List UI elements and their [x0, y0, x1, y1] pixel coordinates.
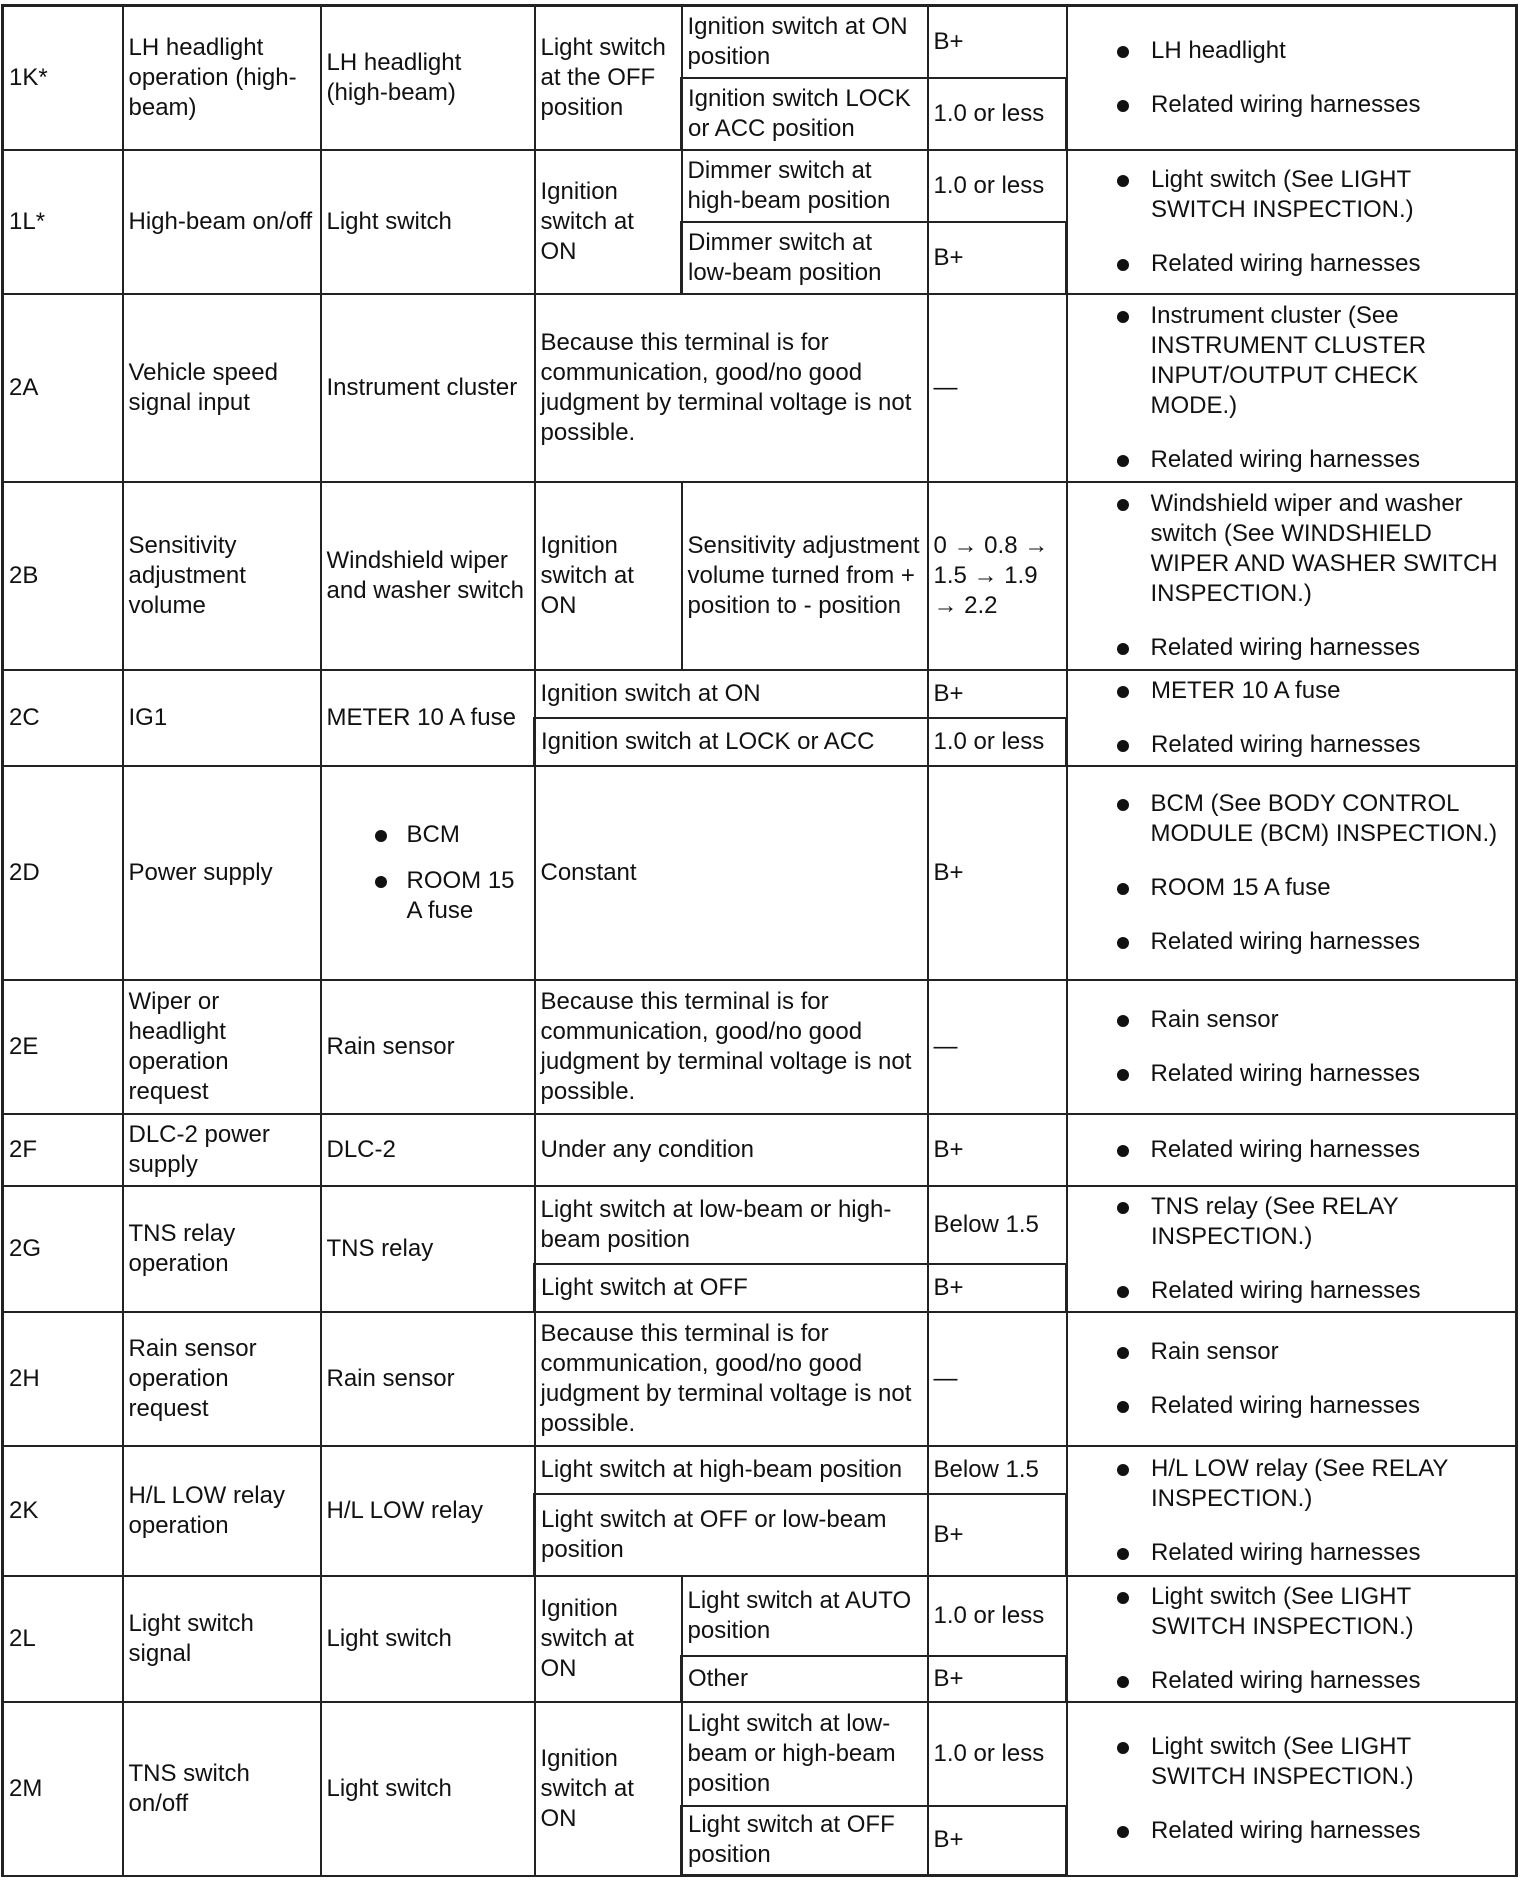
inspection-list — [1073, 1192, 1510, 1306]
connected-to-cell: H/L LOW relay — [321, 1446, 535, 1576]
connected-to-cell: Light switch — [321, 1702, 535, 1876]
connected-to-cell: Windshield wiper and washer switch — [321, 482, 535, 670]
signal-name-cell: Light switch signal — [123, 1576, 321, 1702]
inspection-cell — [1067, 980, 1517, 1114]
test-condition-cell: Ignition switch at ON — [535, 670, 928, 718]
inspection-item: Instrument cluster (See INSTRUMENT CLUSTER INPUT/OUTPUT CHECK MODE.) — [1073, 301, 1511, 421]
connected-to-cell: Rain sensor — [321, 980, 535, 1114]
signal-name-cell: LH headlight operation (high-beam) — [123, 6, 321, 150]
inspection-cell — [1067, 1576, 1517, 1702]
inspection-list — [1073, 1337, 1511, 1421]
table-row — [3, 294, 1517, 482]
sub-condition-cell: Sensitivity adjustment volume turned from + position to - position — [682, 482, 928, 670]
connected-to-cell: Light switch — [321, 150, 535, 294]
terminal-cell: 2K — [3, 1446, 123, 1576]
signal-name-cell: Sensitivity adjustment volume — [123, 482, 321, 670]
terminal-cell: 2G — [3, 1186, 123, 1312]
inspection-list — [1073, 36, 1510, 120]
table-row — [3, 766, 1517, 980]
test-condition-cell: Light switch at low-beam or high-beam position — [535, 1186, 928, 1264]
signal-name-cell: TNS switch on/off — [123, 1702, 321, 1876]
inspection-item: LH headlight — [1073, 36, 1510, 66]
inspection-cell — [1067, 1114, 1517, 1186]
inspection-item: TNS relay (See RELAY INSPECTION.) — [1073, 1192, 1510, 1252]
connected-to-cell: LH headlight (high-beam) — [321, 6, 535, 150]
inspection-list — [1073, 301, 1511, 475]
inspection-item: Light switch (See LIGHT SWITCH INSPECTION.) — [1073, 1582, 1510, 1642]
test-condition-cell: Light switch at the OFF position — [535, 6, 682, 150]
sub-condition-cell: Ignition switch LOCK or ACC position — [682, 78, 928, 150]
inspection-item: Related wiring harnesses — [1073, 1538, 1510, 1568]
inspection-cell — [1067, 294, 1517, 482]
sub-condition-cell: Light switch at low-beam or high-beam position — [682, 1702, 928, 1806]
terminal-cell: 2C — [3, 670, 123, 766]
inspection-item: Related wiring harnesses — [1073, 730, 1510, 760]
terminal-cell: 1K* — [3, 6, 123, 150]
voltage-cell: 1.0 or less — [928, 150, 1067, 222]
inspection-item: ROOM 15 A fuse — [1073, 873, 1511, 903]
inspection-item: Related wiring harnesses — [1073, 1666, 1510, 1696]
inspection-item: Related wiring harnesses — [1073, 633, 1511, 663]
table-row — [3, 1446, 1517, 1494]
inspection-list — [1073, 1582, 1510, 1696]
table-row — [3, 1702, 1517, 1806]
signal-name-cell: TNS relay operation — [123, 1186, 321, 1312]
inspection-list — [1073, 1005, 1511, 1089]
inspection-item: Related wiring harnesses — [1073, 1391, 1511, 1421]
voltage-cell: — — [928, 980, 1067, 1114]
terminal-cell: 2M — [3, 1702, 123, 1876]
terminal-cell: 2E — [3, 980, 123, 1114]
voltage-cell: B+ — [928, 1494, 1067, 1576]
terminal-cell: 2D — [3, 766, 123, 980]
table-row — [3, 670, 1517, 718]
connected-to-cell: DLC-2 — [321, 1114, 535, 1186]
voltage-cell: 0 → 0.8 → 1.5 → 1.9 → 2.2 — [928, 482, 1067, 670]
voltage-cell: B+ — [928, 670, 1067, 718]
inspection-cell — [1067, 1312, 1517, 1446]
inspection-list — [1073, 489, 1511, 663]
inspection-item: Related wiring harnesses — [1073, 445, 1511, 475]
connected-part-item: BCM — [327, 820, 529, 850]
connected-to-cell: Instrument cluster — [321, 294, 535, 482]
table-row — [3, 1186, 1517, 1264]
inspection-item: Rain sensor — [1073, 1337, 1511, 1367]
voltage-cell: B+ — [928, 766, 1067, 980]
test-condition-cell: Because this terminal is for communication, good/no good judgment by terminal voltage is not possible. — [535, 980, 928, 1114]
inspection-list — [1073, 676, 1510, 760]
signal-name-cell: High-beam on/off — [123, 150, 321, 294]
voltage-cell: 1.0 or less — [928, 718, 1067, 766]
inspection-item: Windshield wiper and washer switch (See WINDSHIELD WIPER AND WASHER SWITCH INSPECTION.) — [1073, 489, 1511, 609]
inspection-cell — [1067, 150, 1517, 294]
inspection-cell — [1067, 1702, 1517, 1876]
table-row — [3, 1312, 1517, 1446]
test-condition-cell: Because this terminal is for communication, good/no good judgment by terminal voltage is not possible. — [535, 294, 928, 482]
inspection-item: METER 10 A fuse — [1073, 676, 1510, 706]
inspection-item: Related wiring harnesses — [1073, 90, 1510, 120]
inspection-item: Related wiring harnesses — [1073, 927, 1511, 957]
inspection-item: Related wiring harnesses — [1073, 1135, 1511, 1165]
inspection-list — [1073, 1732, 1510, 1846]
terminal-cell: 2B — [3, 482, 123, 670]
connected-parts-list — [327, 820, 529, 926]
signal-name-cell: DLC-2 power supply — [123, 1114, 321, 1186]
sub-condition-cell: Light switch at OFF position — [682, 1806, 928, 1876]
connected-part-item: ROOM 15 A fuse — [327, 866, 529, 926]
test-condition-cell: Ignition switch at ON — [535, 482, 682, 670]
voltage-cell: 1.0 or less — [928, 1576, 1067, 1656]
voltage-cell: B+ — [928, 6, 1067, 78]
connected-to-cell: METER 10 A fuse — [321, 670, 535, 766]
inspection-item: Related wiring harnesses — [1073, 1816, 1510, 1846]
inspection-item: Related wiring harnesses — [1073, 249, 1510, 279]
signal-name-cell: Rain sensor operation request — [123, 1312, 321, 1446]
voltage-cell: Below 1.5 — [928, 1186, 1067, 1264]
test-condition-cell: Ignition switch at ON — [535, 1702, 682, 1876]
signal-name-cell: Power supply — [123, 766, 321, 980]
voltage-cell: — — [928, 1312, 1067, 1446]
voltage-cell: B+ — [928, 1656, 1067, 1702]
inspection-cell — [1067, 1446, 1517, 1576]
test-condition-cell: Ignition switch at LOCK or ACC — [535, 718, 928, 766]
inspection-cell — [1067, 670, 1517, 766]
inspection-cell — [1067, 1186, 1517, 1312]
inspection-cell — [1067, 6, 1517, 150]
test-condition-cell: Light switch at OFF — [535, 1264, 928, 1312]
sub-condition-cell: Light switch at AUTO position — [682, 1576, 928, 1656]
connected-to-cell — [321, 766, 535, 980]
inspection-item: Rain sensor — [1073, 1005, 1511, 1035]
inspection-list — [1073, 789, 1511, 957]
inspection-list — [1073, 1454, 1510, 1568]
voltage-cell: — — [928, 294, 1067, 482]
inspection-item: BCM (See BODY CONTROL MODULE (BCM) INSPECTION.) — [1073, 789, 1511, 849]
voltage-cell: 1.0 or less — [928, 78, 1067, 150]
inspection-cell — [1067, 482, 1517, 670]
test-condition-cell: Ignition switch at ON — [535, 150, 682, 294]
test-condition-cell: Ignition switch at ON — [535, 1576, 682, 1702]
terminal-cell: 2H — [3, 1312, 123, 1446]
test-condition-cell: Because this terminal is for communication, good/no good judgment by terminal voltage is not possible. — [535, 1312, 928, 1446]
connected-to-cell: TNS relay — [321, 1186, 535, 1312]
table-row — [3, 482, 1517, 670]
test-condition-cell: Under any condition — [535, 1114, 928, 1186]
voltage-cell: B+ — [928, 1114, 1067, 1186]
table-row — [3, 150, 1517, 222]
terminal-cell: 2L — [3, 1576, 123, 1702]
inspection-list — [1073, 1135, 1511, 1165]
terminal-cell: 2A — [3, 294, 123, 482]
table-row — [3, 980, 1517, 1114]
voltage-cell: 1.0 or less — [928, 1702, 1067, 1806]
table-row — [3, 6, 1517, 78]
terminal-cell: 1L* — [3, 150, 123, 294]
inspection-item: Light switch (See LIGHT SWITCH INSPECTION.) — [1073, 165, 1510, 225]
table-row — [3, 1576, 1517, 1656]
test-condition-cell: Light switch at high-beam position — [535, 1446, 928, 1494]
sub-condition-cell: Dimmer switch at high-beam position — [682, 150, 928, 222]
voltage-cell: B+ — [928, 1264, 1067, 1312]
sub-condition-cell: Ignition switch at ON position — [682, 6, 928, 78]
sub-condition-cell: Dimmer switch at low-beam position — [682, 222, 928, 294]
voltage-cell: B+ — [928, 1806, 1067, 1876]
test-condition-cell: Constant — [535, 766, 928, 980]
connected-to-cell: Rain sensor — [321, 1312, 535, 1446]
signal-name-cell: IG1 — [123, 670, 321, 766]
signal-name-cell: Vehicle speed signal input — [123, 294, 321, 482]
inspection-item: Related wiring harnesses — [1073, 1059, 1511, 1089]
connected-to-cell: Light switch — [321, 1576, 535, 1702]
table-row — [3, 1114, 1517, 1186]
terminal-cell: 2F — [3, 1114, 123, 1186]
test-condition-cell: Light switch at OFF or low-beam position — [535, 1494, 928, 1576]
inspection-list — [1073, 165, 1510, 279]
inspection-item: Light switch (See LIGHT SWITCH INSPECTION.) — [1073, 1732, 1510, 1792]
inspection-item: H/L LOW relay (See RELAY INSPECTION.) — [1073, 1454, 1510, 1514]
inspection-cell — [1067, 766, 1517, 980]
signal-name-cell: Wiper or headlight operation request — [123, 980, 321, 1114]
inspection-item: Related wiring harnesses — [1073, 1276, 1510, 1306]
voltage-cell: B+ — [928, 222, 1067, 294]
voltage-cell: Below 1.5 — [928, 1446, 1067, 1494]
sub-condition-cell: Other — [682, 1656, 928, 1702]
signal-name-cell: H/L LOW relay operation — [123, 1446, 321, 1576]
terminal-voltage-table — [1, 4, 1518, 1877]
